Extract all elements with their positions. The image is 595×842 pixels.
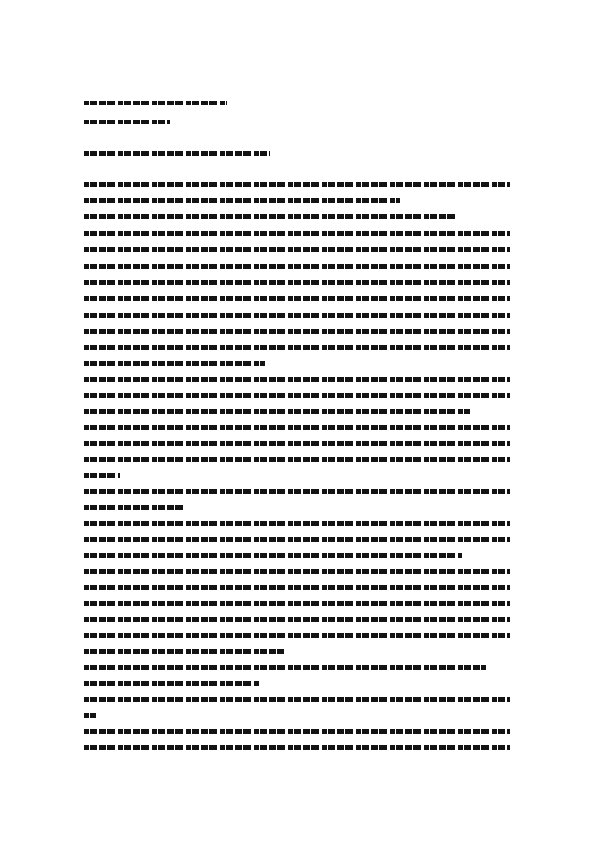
header-line <box>84 101 227 105</box>
text-line <box>84 214 458 219</box>
text-line <box>84 280 510 285</box>
text-line <box>84 296 510 301</box>
text-line <box>84 345 510 350</box>
text-line <box>84 665 486 670</box>
text-line <box>84 521 510 526</box>
text-line <box>84 361 265 366</box>
text-line <box>84 393 510 398</box>
text-line <box>84 713 96 718</box>
text-line <box>84 537 510 542</box>
text-line <box>84 264 510 269</box>
text-line <box>84 377 510 382</box>
text-line <box>84 505 186 510</box>
text-line <box>84 745 510 750</box>
text-line <box>84 247 510 252</box>
text-line <box>84 697 510 702</box>
text-line <box>84 553 462 558</box>
text-line <box>84 231 510 236</box>
text-line <box>84 182 510 187</box>
text-line <box>84 457 510 462</box>
text-line <box>84 441 510 446</box>
text-line <box>84 633 510 638</box>
text-line <box>84 729 510 734</box>
text-line <box>84 425 510 430</box>
text-line <box>84 409 470 414</box>
text-line <box>84 585 510 590</box>
text-line <box>84 649 284 654</box>
document-heading <box>84 151 270 156</box>
text-line <box>84 617 510 622</box>
text-line <box>84 473 120 478</box>
text-line <box>84 313 510 318</box>
text-line <box>84 329 510 334</box>
text-line <box>84 681 260 686</box>
text-line <box>84 601 510 606</box>
header-line <box>84 120 170 124</box>
text-line <box>84 569 510 574</box>
text-line <box>84 198 400 203</box>
text-line <box>84 489 510 494</box>
